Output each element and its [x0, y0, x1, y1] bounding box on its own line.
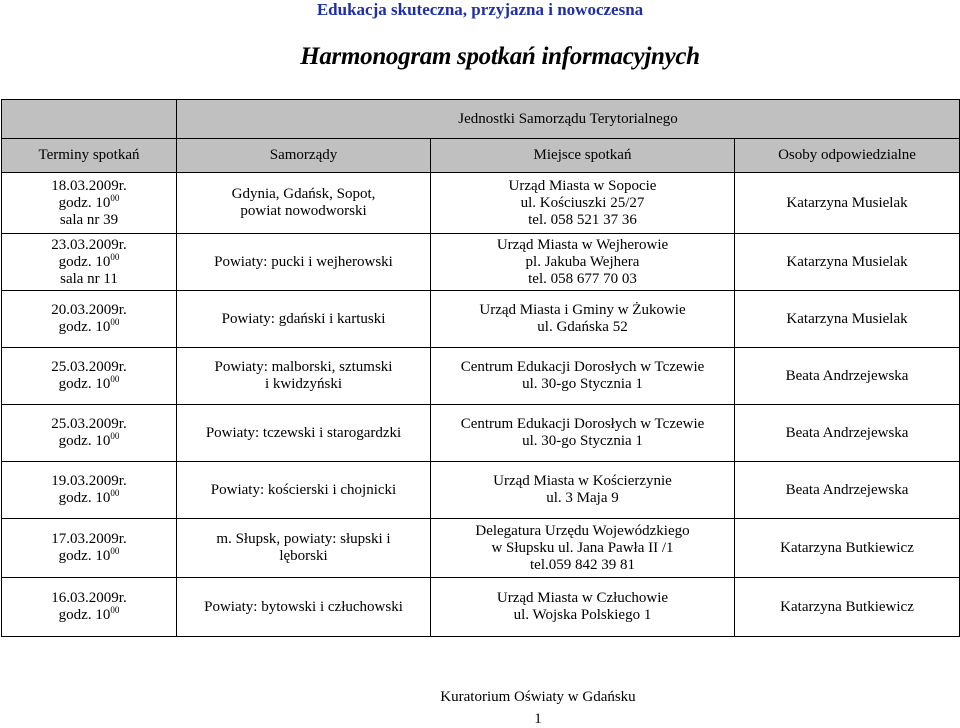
meeting-time [4, 192, 174, 212]
local-government-line: Powiaty: tczewski i starogardzki [205, 424, 402, 441]
local-government-line: Gdynia, Gdańsk, Sopot, [231, 186, 376, 202]
meeting-time [4, 376, 174, 393]
meeting-venue-cell [431, 173, 735, 234]
meeting-date-cell [2, 578, 177, 637]
meeting-venue-line: Centrum Edukacji Dorosłych w Tczewie [460, 416, 705, 432]
table-column-header-row [2, 139, 960, 173]
meeting-time-minutes: 00 [110, 251, 120, 262]
meeting-time-hour: godz. 10 [58, 548, 111, 564]
meeting-venue-line: Urząd Miasta w Wejherowie [496, 236, 669, 253]
footer-organization: Kuratorium Oświaty w Gdańsku [440, 689, 636, 705]
table-row [2, 519, 960, 578]
meeting-room: sala nr 11 [60, 270, 118, 287]
group-header-cell: Jednostki Samorządu Terytorialnego [177, 100, 960, 139]
table-group-header-row [2, 100, 960, 139]
meeting-venue-cell [431, 291, 735, 348]
table-row [2, 462, 960, 519]
meeting-venue-line: tel. 058 677 70 03 [528, 270, 637, 287]
meeting-date-cell [2, 405, 177, 462]
meeting-date-cell [2, 173, 177, 234]
meeting-venue-cell [431, 462, 735, 519]
meeting-venue-line: w Słupsku ul. Jana Pawła II /1 [491, 539, 674, 556]
meeting-venue-line: Urząd Miasta w Kościerzynie [493, 473, 672, 489]
meeting-time-hour: godz. 10 [58, 490, 111, 506]
meeting-venue-line: Urząd Miasta w Sopocie [508, 177, 657, 194]
responsible-person-cell: Beata Andrzejewska [735, 462, 960, 519]
local-government-line: i kwidzyński [264, 376, 343, 392]
meeting-venue-line: ul. Gdańska 52 [537, 319, 628, 335]
meeting-time-minutes: 00 [110, 605, 120, 615]
responsible-person-cell: Beata Andrzejewska [735, 348, 960, 405]
local-government-line: m. Słupsk, powiaty: słupski i [216, 531, 391, 547]
meeting-date: 19.03.2009r. [51, 473, 127, 489]
meeting-time [4, 607, 174, 624]
meeting-venue-line: ul. Wojska Polskiego 1 [513, 607, 652, 623]
local-government-line: Powiaty: pucki i wejherowski [214, 253, 393, 270]
meeting-room: sala nr 39 [59, 211, 119, 228]
table-row [2, 348, 960, 405]
local-government-cell [177, 578, 431, 637]
local-government-cell [177, 173, 431, 234]
responsible-person-cell: Katarzyna Butkiewicz [735, 578, 960, 637]
column-header-dates: Terminy spotkań [2, 139, 177, 173]
meeting-date: 17.03.2009r. [51, 531, 127, 547]
meeting-venue-line: tel. 058 521 37 36 [528, 211, 637, 228]
meeting-venue-cell [431, 578, 735, 637]
local-government-cell [177, 348, 431, 405]
local-government-line: Powiaty: malborski, sztumski [214, 359, 393, 375]
local-government-line: Powiaty: gdański i kartuski [221, 310, 386, 327]
meeting-venue-line: ul. Kościuszki 25/27 [520, 194, 645, 211]
column-header-governments: Samorządy [177, 139, 431, 173]
document-top-title: Edukacja skuteczna, przyjazna i nowoczesna [316, 0, 644, 19]
meeting-time-minutes: 00 [110, 317, 120, 327]
meeting-time [4, 319, 174, 336]
meeting-venue-line: ul. 30-go Stycznia 1 [522, 376, 643, 392]
meeting-time-hour: godz. 10 [58, 433, 111, 449]
meeting-venue-line: Delegatura Urzędu Wojewódzkiego [475, 522, 690, 539]
meeting-time [4, 548, 174, 565]
meeting-venue-cell [431, 348, 735, 405]
meeting-venue-cell [431, 519, 735, 578]
meeting-date: 23.03.2009r. [51, 236, 127, 253]
table-row [2, 173, 960, 234]
local-government-cell [177, 405, 431, 462]
local-government-cell [177, 519, 431, 578]
table-row [2, 291, 960, 348]
responsible-person-cell: Beata Andrzejewska [735, 405, 960, 462]
meeting-time-minutes: 00 [110, 488, 120, 498]
local-government-line: powiat nowodworski [240, 203, 367, 219]
meeting-date-cell [2, 291, 177, 348]
document-main-title: Harmonogram spotkań informacyjnych [300, 43, 700, 70]
responsible-person-cell: Katarzyna Butkiewicz [735, 519, 960, 578]
meeting-date: 16.03.2009r. [51, 590, 127, 606]
table-row [2, 578, 960, 637]
meeting-time-hour: godz. 10 [58, 194, 111, 211]
meeting-venue-line: ul. 30-go Stycznia 1 [522, 433, 643, 449]
meeting-date: 25.03.2009r. [51, 359, 127, 375]
meeting-time-hour: godz. 10 [58, 376, 111, 392]
meeting-venue-cell [431, 234, 735, 291]
meeting-venue-cell [431, 405, 735, 462]
meeting-venue-line: ul. 3 Maja 9 [546, 490, 619, 506]
meeting-venue-line: Urząd Miasta w Człuchowie [496, 590, 669, 606]
local-government-cell [177, 291, 431, 348]
local-government-cell [177, 234, 431, 291]
meeting-date: 18.03.2009r. [51, 177, 127, 194]
meeting-time-hour: godz. 10 [58, 607, 111, 623]
meeting-date-cell [2, 519, 177, 578]
meeting-time-minutes: 00 [110, 546, 120, 556]
meeting-date-cell [2, 462, 177, 519]
local-government-line: Powiaty: bytowski i człuchowski [204, 598, 403, 615]
meeting-date: 20.03.2009r. [51, 302, 127, 318]
meeting-venue-line: Urząd Miasta i Gminy w Żukowie [479, 302, 686, 318]
local-government-line: lęborski [279, 548, 328, 564]
page-number: 1 [534, 711, 542, 727]
meeting-time-minutes: 00 [110, 431, 120, 441]
meeting-time-hour: godz. 10 [58, 319, 111, 335]
meeting-time-minutes: 00 [110, 192, 120, 203]
empty-header-cell [2, 100, 177, 139]
meeting-venue-line: tel.059 842 39 81 [530, 556, 635, 573]
local-government-line: Powiaty: kościerski i chojnicki [210, 481, 397, 498]
responsible-person-cell: Katarzyna Musielak [735, 291, 960, 348]
schedule-table [1, 99, 960, 637]
table-row [2, 234, 960, 291]
meeting-venue-line: pl. Jakuba Wejhera [525, 253, 640, 270]
table-row [2, 405, 960, 462]
local-government-cell [177, 462, 431, 519]
meeting-venue-line: Centrum Edukacji Dorosłych w Tczewie [460, 359, 705, 375]
column-header-responsible: Osoby odpowiedzialne [735, 139, 960, 173]
meeting-time [4, 490, 174, 507]
column-header-venues: Miejsce spotkań [431, 139, 735, 173]
meeting-time-hour: godz. 10 [58, 253, 111, 270]
meeting-time [4, 433, 174, 450]
meeting-time [4, 251, 174, 271]
meeting-time-minutes: 00 [110, 374, 120, 384]
meeting-date-cell [2, 234, 177, 291]
responsible-person-cell: Katarzyna Musielak [735, 173, 960, 234]
meeting-date-cell [2, 348, 177, 405]
meeting-date: 25.03.2009r. [51, 416, 127, 432]
responsible-person-cell: Katarzyna Musielak [735, 234, 960, 291]
